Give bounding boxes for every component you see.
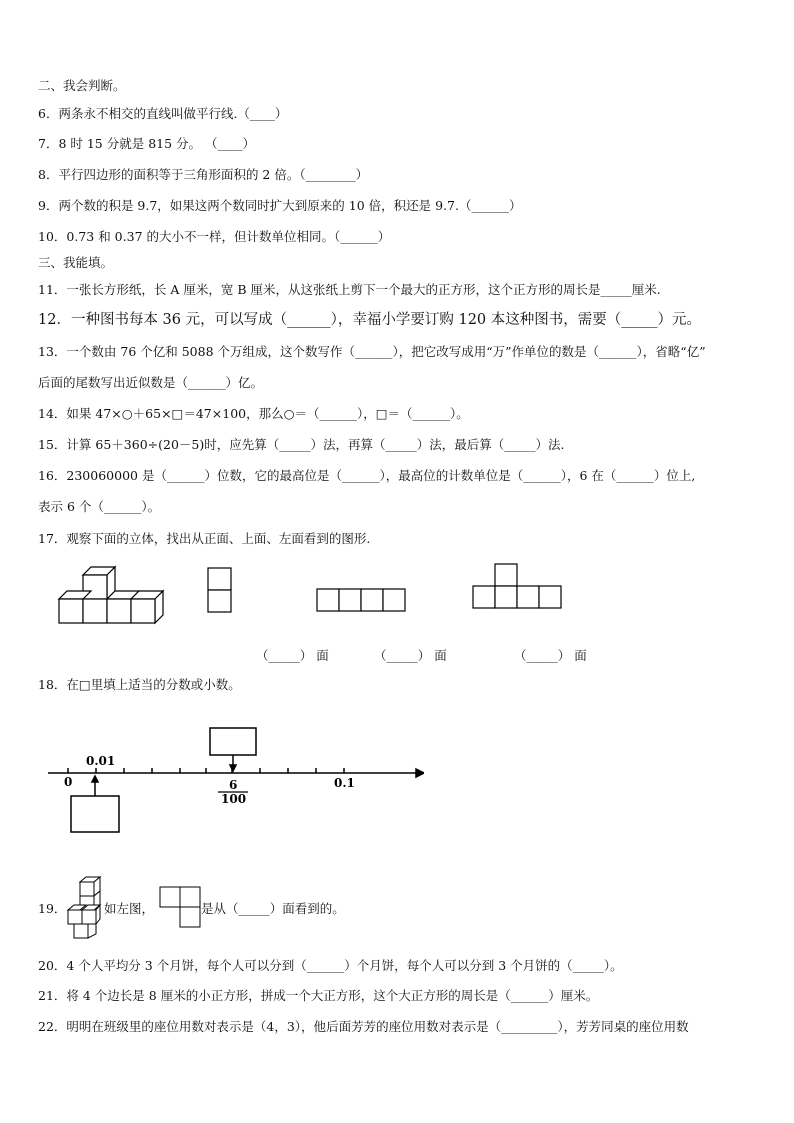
q17-view-t-shape xyxy=(472,563,568,611)
fraction-denominator: 100 xyxy=(221,792,247,806)
question-11: 11．一张长方形纸，长 A 厘米，宽 B 厘米，从这张纸上剪下一个最大的正方形，这个正方形的周长是_____厘米. xyxy=(38,282,661,297)
question-15: 15．计算 65＋360÷(20－5)时，应先算（_____）法，再算（_____）法，最后算（_____）法. xyxy=(38,437,565,452)
q17-label-2: （_____） 面 xyxy=(374,648,447,663)
question-18: 18．在□里填上适当的分数或小数。 xyxy=(38,677,241,692)
section-2-heading: 二、我会判断。 xyxy=(38,78,126,93)
question-8: 8．平行四边形的面积等于三角形面积的 2 倍。（________） xyxy=(38,167,369,182)
question-9: 9．两个数的积是 9.7，如果这两个数同时扩大到原来的 10 倍，积还是 9.7.（______） xyxy=(38,198,522,213)
q17-view-vertical-two xyxy=(207,567,233,615)
lower-answer-box xyxy=(71,796,119,832)
fraction-numerator: 6 xyxy=(229,778,238,792)
q17-solid-figure xyxy=(55,565,170,630)
question-14: 14．如果 47×○＋65×□＝47×100，那么○＝（______），□＝（______）。 xyxy=(38,406,469,421)
q17-view-row-four xyxy=(316,588,410,614)
question-16-line-2: 表示 6 个（______）。 xyxy=(38,499,161,514)
question-16-line-1: 16．230060000 是（______）位数，它的最高位是（______），最高位的计数单位是（______），6 在（______）位上, xyxy=(38,468,696,483)
question-19-text-2: 是从（_____）面看到的。 xyxy=(201,901,345,916)
upper-arrow-head xyxy=(230,765,236,771)
lower-arrow-head xyxy=(92,776,98,782)
q17-label-3: （_____） 面 xyxy=(514,648,587,663)
question-7: 7．8 时 15 分就是 815 分。 （____） xyxy=(38,136,256,151)
question-19-number: 19． xyxy=(38,901,67,916)
question-22: 22．明明在班级里的座位用数对表示是（4，3），他后面芳芳的座位用数对表示是（_________），芳芳同桌的座位用数 xyxy=(38,1019,689,1034)
q18-number-line xyxy=(44,725,424,835)
question-19-text-1: 如左图， xyxy=(104,901,155,916)
question-13-line-2: 后面的尾数写出近似数是（______）亿。 xyxy=(38,375,264,390)
tick-label-tenth: 0.1 xyxy=(334,776,355,790)
question-21: 21．将 4 个边长是 8 厘米的小正方形，拼成一个大正方形，这个大正方形的周长是（______）厘米。 xyxy=(38,988,599,1003)
question-6: 6．两条永不相交的直线叫做平行线.（____） xyxy=(38,106,288,121)
tick-label-zero: 0 xyxy=(64,775,73,789)
q19-solid-figure xyxy=(62,876,106,940)
tick-label-first: 0.01 xyxy=(86,754,116,768)
axis-arrowhead xyxy=(416,769,424,777)
question-17: 17．观察下面的立体，找出从正面、上面、左面看到的图形. xyxy=(38,531,371,546)
question-20: 20．4 个人平均分 3 个月饼，每个人可以分到（______）个月饼，每个人可以分到 3 个月饼的（_____）。 xyxy=(38,958,623,973)
upper-answer-box xyxy=(210,728,256,755)
q19-view-shape xyxy=(159,886,201,928)
question-12: 12．一种图书每本 36 元，可以写成（______），幸福小学要订购 120 本这种图书，需要（_____）元。 xyxy=(38,312,702,328)
question-13-line-1: 13．一个数由 76 个亿和 5088 个万组成，这个数写作（______），把它改写成用“万”作单位的数是（______），省略“亿” xyxy=(38,344,706,359)
question-10: 10．0.73 和 0.37 的大小不一样，但计数单位相同。（______） xyxy=(38,229,391,244)
q17-label-1: （_____） 面 xyxy=(256,648,329,663)
section-3-heading: 三、我能填。 xyxy=(38,255,114,270)
